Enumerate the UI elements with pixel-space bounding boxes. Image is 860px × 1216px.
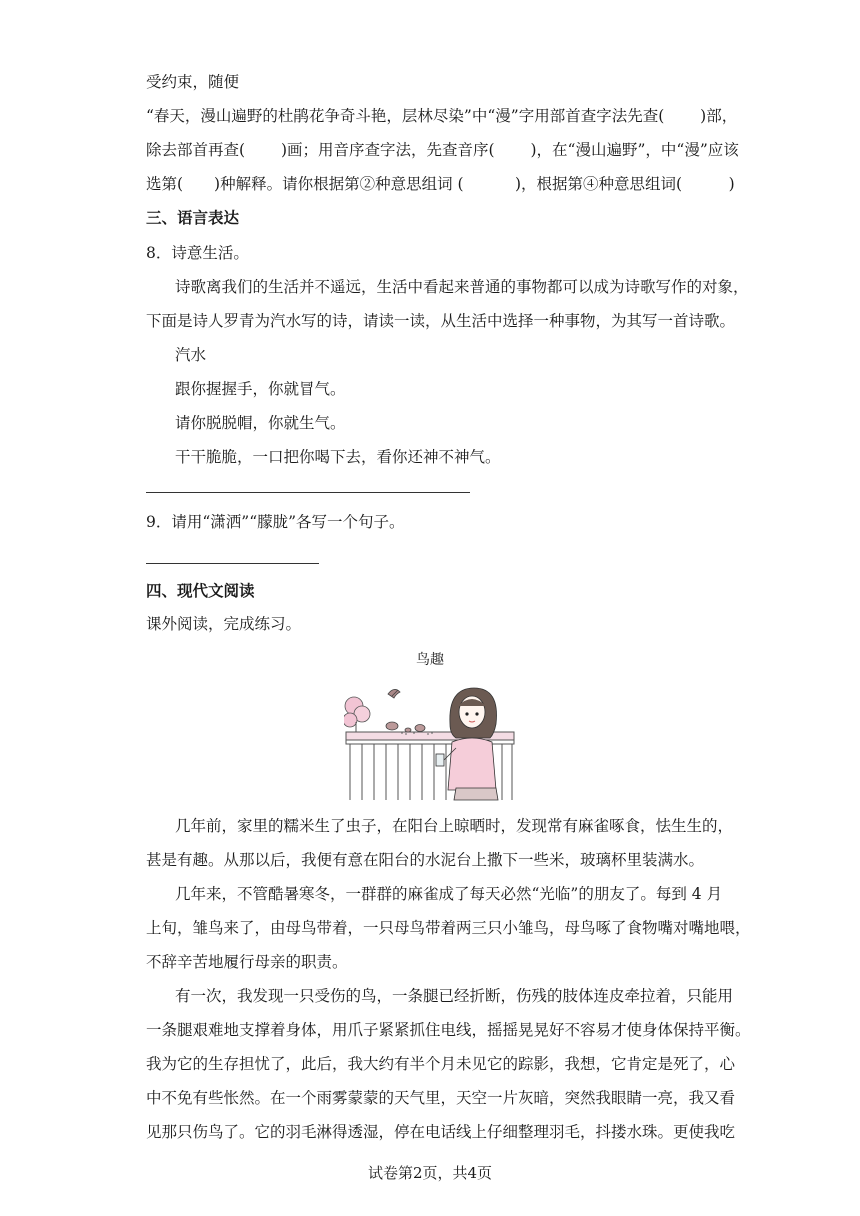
poem-line: 跟你握握手，你就冒气。 xyxy=(175,380,346,398)
page-footer: 试卷第2页，共4页 xyxy=(367,1164,493,1182)
passage-title: 鸟趣 xyxy=(416,652,444,668)
passage-line: 几年前，家里的糯米生了虫子，在阳台上晾晒时，发现常有麻雀啄食，怯生生的， xyxy=(175,817,734,835)
passage-line: 上旬，雏鸟来了，由母鸟带着，一只母鸟带着两三只小雏鸟，母鸟啄了食物嘴对嘴地喂， xyxy=(146,919,751,937)
paragraph-line: 诗歌离我们的生活并不遥远，生活中看起来普通的事物都可以成为诗歌写作的对象， xyxy=(175,278,749,296)
passage-line: 中不免有些怅然。在一个雨雾蒙蒙的天气里，天空一片灰暗，突然我眼睛一亮，我又看 xyxy=(146,1089,736,1107)
passage-line: 见那只伤鸟了。它的羽毛淋得透湿，停在电话线上仔细整理羽毛，抖搂水珠。更使我吃 xyxy=(146,1123,736,1141)
passage-line: 不辞辛苦地履行母亲的职责。 xyxy=(146,953,348,971)
text-line: 选第( )种解释。请你根据第②种意思组词 ( )，根据第④种意思组词( ) xyxy=(146,175,735,193)
section-title: 三、语言表达 xyxy=(146,208,240,227)
paragraph-line: 下面是诗人罗青为汽水写的诗，请读一读，从生活中选择一种事物，为其写一首诗歌。 xyxy=(146,312,736,330)
passage-line: 甚是有趣。从那以后，我便有意在阳台的水泥台上撒下一些米，玻璃杯里装满水。 xyxy=(146,851,705,869)
passage-line: 一条腿艰难地支撑着身体，用爪子紧紧抓住电线，摇摇晃晃好不容易才使身体保持平衡。 xyxy=(146,1021,751,1039)
passage-line: 有一次，我发现一只受伤的鸟，一条腿已经折断，伤残的肢体连皮牵拉着，只能用 xyxy=(175,987,734,1005)
text-line: “春天，漫山遍野的杜鹃花争奇斗艳，层林尽染”中“漫”字用部首查字法先查( )部， xyxy=(146,107,738,125)
answer-line[interactable] xyxy=(146,563,319,564)
question-9: 9．请用“潇洒”“朦胧”各写一个句子。 xyxy=(146,513,405,531)
question-8: 8．诗意生活。 xyxy=(146,244,249,262)
text-line: 受约束，随便 xyxy=(146,73,240,91)
girl-and-birds-illustration xyxy=(344,684,516,802)
passage-line: 我为它的生存担忧了，此后，我大约有半个月未见它的踪影，我想，它肯定是死了，心 xyxy=(146,1055,736,1073)
text-line: 除去部首再查( )画；用音序查字法，先查音序( )，在“漫山遍野”，中“漫”应该 xyxy=(146,141,739,159)
poem-line: 干干脆脆，一口把你喝下去，看你还神不神气。 xyxy=(175,448,501,466)
poem-line: 请你脱脱帽，你就生气。 xyxy=(175,414,346,432)
answer-line[interactable] xyxy=(146,492,470,493)
section-title: 四、现代文阅读 xyxy=(146,581,255,600)
passage-line: 几年来，不管酷暑寒冬，一群群的麻雀成了每天必然“光临”的朋友了。每到 4 月 xyxy=(175,885,723,903)
poem-title: 汽水 xyxy=(175,346,207,364)
reading-intro: 课外阅读，完成练习。 xyxy=(146,615,302,633)
